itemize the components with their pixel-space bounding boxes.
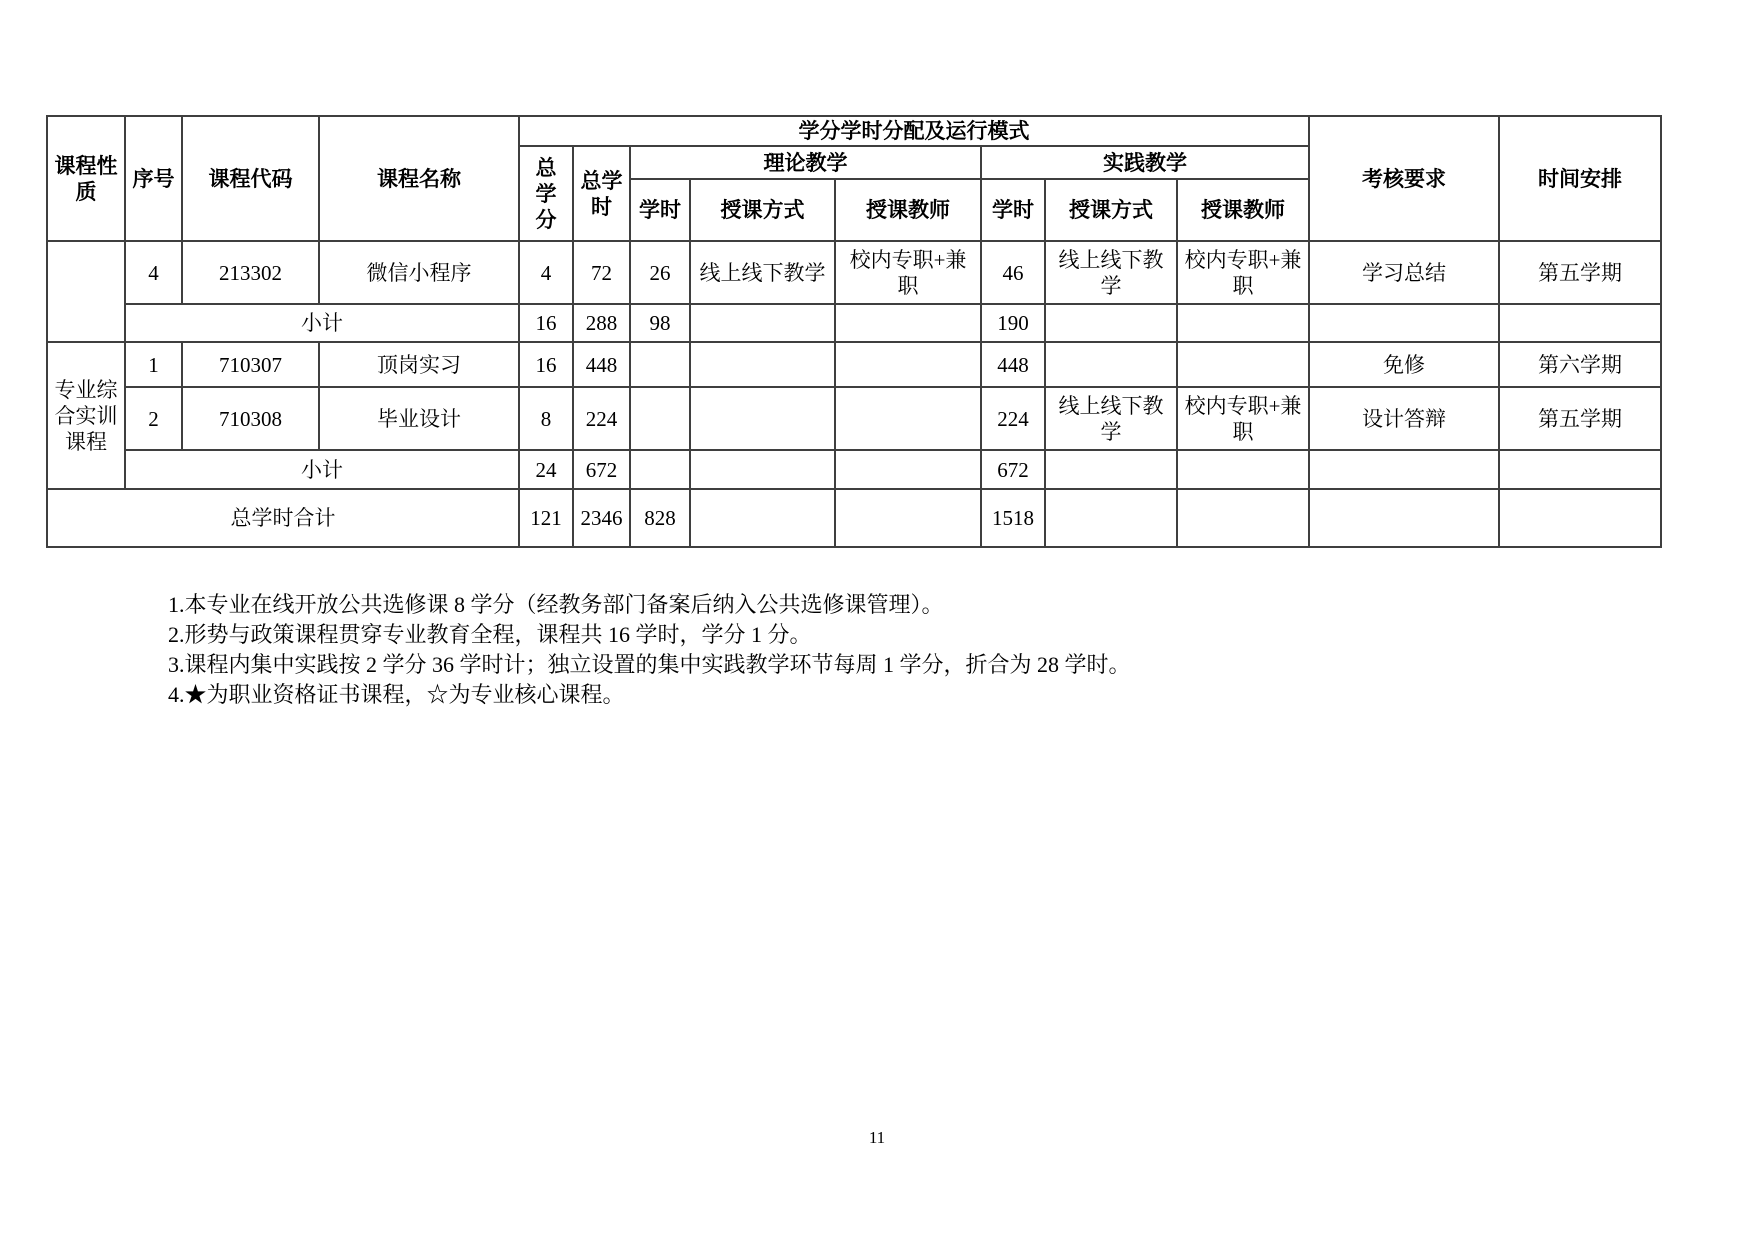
cell-credits: 121 <box>519 489 573 547</box>
footnote-4: 4.★为职业资格证书课程，☆为专业核心课程。 <box>168 682 625 707</box>
table-row-course-internship <box>47 342 1661 387</box>
cell-seq: 1 <box>125 342 182 387</box>
header-theory-teacher: 授课教师 <box>835 179 981 241</box>
cell-practice-teacher: 校内专职+兼职 <box>1177 241 1309 304</box>
cell-subtotal-label: 小计 <box>125 304 519 342</box>
cell-code: 213302 <box>182 241 319 304</box>
cell-theory-mode: 线上线下教学 <box>690 241 835 304</box>
cell-assessment: 免修 <box>1309 342 1499 387</box>
header-schedule: 时间安排 <box>1499 116 1661 241</box>
empty-cell <box>1309 304 1499 342</box>
table-row-course-graduation-design <box>47 387 1661 450</box>
cell-practice-hours: 224 <box>981 387 1045 450</box>
empty-cell <box>835 489 981 547</box>
cell-practice-mode: 线上线下教学 <box>1045 387 1177 450</box>
table-row-subtotal-1 <box>47 304 1661 342</box>
empty-cell <box>1499 304 1661 342</box>
cell-theory-teacher: 校内专职+兼职 <box>835 241 981 304</box>
empty-cell <box>1177 304 1309 342</box>
group-blank-cell <box>47 241 125 342</box>
cell-name: 顶岗实习 <box>319 342 519 387</box>
empty-cell <box>1045 304 1177 342</box>
header-seq: 序号 <box>125 116 182 241</box>
page-number: 11 <box>868 1128 886 1147</box>
cell-grand-total-label: 总学时合计 <box>47 489 519 547</box>
cell-schedule: 第五学期 <box>1499 241 1661 304</box>
empty-cell <box>1177 450 1309 489</box>
cell-hours: 288 <box>573 304 630 342</box>
empty-cell <box>1499 489 1661 547</box>
empty-cell <box>1177 489 1309 547</box>
empty-cell <box>690 489 835 547</box>
cell-practice-hours: 672 <box>981 450 1045 489</box>
cell-seq: 4 <box>125 241 182 304</box>
empty-cell <box>835 304 981 342</box>
footnote-1: 1.本专业在线开放公共选修课 8 学分（经教务部门备案后纳入公共选修课管理）。 <box>168 592 944 617</box>
header-course-nature: 课程性质 <box>47 116 125 241</box>
empty-cell <box>690 342 835 387</box>
cell-subtotal-label: 小计 <box>125 450 519 489</box>
cell-practice-mode: 线上线下教学 <box>1045 241 1177 304</box>
cell-credits: 8 <box>519 387 573 450</box>
cell-practice-hours: 1518 <box>981 489 1045 547</box>
cell-hours: 672 <box>573 450 630 489</box>
cell-seq: 2 <box>125 387 182 450</box>
cell-schedule: 第六学期 <box>1499 342 1661 387</box>
group-label-cell: 专业综合实训课程 <box>47 342 125 489</box>
cell-hours: 224 <box>573 387 630 450</box>
cell-credits: 24 <box>519 450 573 489</box>
table-row-subtotal-2 <box>47 450 1661 489</box>
header-assessment: 考核要求 <box>1309 116 1499 241</box>
cell-name: 毕业设计 <box>319 387 519 450</box>
cell-schedule: 第五学期 <box>1499 387 1661 450</box>
empty-cell <box>630 342 690 387</box>
header-theory: 理论教学 <box>630 146 981 179</box>
header-practice: 实践教学 <box>981 146 1309 179</box>
header-practice-mode: 授课方式 <box>1045 179 1177 241</box>
footnote-3: 3.课程内集中实践按 2 学分 36 学时计；独立设置的集中实践教学环节每周 1 学分，折合为 28 学时。 <box>168 652 1131 677</box>
footnote-2: 2.形势与政策课程贯穿专业教育全程，课程共 16 学时，学分 1 分。 <box>168 622 812 647</box>
header-row-1 <box>47 116 1661 146</box>
cell-assessment: 学习总结 <box>1309 241 1499 304</box>
table-row-course-wechat <box>47 241 1661 304</box>
cell-credits: 16 <box>519 342 573 387</box>
cell-hours: 72 <box>573 241 630 304</box>
cell-code: 710307 <box>182 342 319 387</box>
cell-credits: 16 <box>519 304 573 342</box>
curriculum-table <box>46 115 1662 548</box>
table-row-grand-total <box>47 489 1661 547</box>
empty-cell <box>1177 342 1309 387</box>
empty-cell <box>690 304 835 342</box>
empty-cell <box>835 450 981 489</box>
cell-practice-teacher: 校内专职+兼职 <box>1177 387 1309 450</box>
footnotes <box>168 590 1588 710</box>
cell-practice-hours: 46 <box>981 241 1045 304</box>
empty-cell <box>1045 342 1177 387</box>
cell-practice-hours: 448 <box>981 342 1045 387</box>
cell-theory-hours: 26 <box>630 241 690 304</box>
cell-practice-hours: 190 <box>981 304 1045 342</box>
header-name: 课程名称 <box>319 116 519 241</box>
header-theory-mode: 授课方式 <box>690 179 835 241</box>
empty-cell <box>1309 450 1499 489</box>
empty-cell <box>835 387 981 450</box>
empty-cell <box>630 387 690 450</box>
empty-cell <box>835 342 981 387</box>
cell-theory-hours: 828 <box>630 489 690 547</box>
cell-credits: 4 <box>519 241 573 304</box>
header-total-hours: 总学时 <box>573 146 630 241</box>
cell-code: 710308 <box>182 387 319 450</box>
empty-cell <box>690 450 835 489</box>
header-theory-hours: 学时 <box>630 179 690 241</box>
header-practice-hours: 学时 <box>981 179 1045 241</box>
cell-assessment: 设计答辩 <box>1309 387 1499 450</box>
empty-cell <box>1045 450 1177 489</box>
header-total-credits: 总学分 <box>519 146 573 241</box>
cell-hours: 448 <box>573 342 630 387</box>
empty-cell <box>630 450 690 489</box>
header-code: 课程代码 <box>182 116 319 241</box>
header-practice-teacher: 授课教师 <box>1177 179 1309 241</box>
empty-cell <box>1045 489 1177 547</box>
cell-hours: 2346 <box>573 489 630 547</box>
empty-cell <box>1499 450 1661 489</box>
header-allocation: 学分学时分配及运行模式 <box>519 116 1309 146</box>
empty-cell <box>690 387 835 450</box>
cell-theory-hours: 98 <box>630 304 690 342</box>
cell-name: 微信小程序 <box>319 241 519 304</box>
empty-cell <box>1309 489 1499 547</box>
